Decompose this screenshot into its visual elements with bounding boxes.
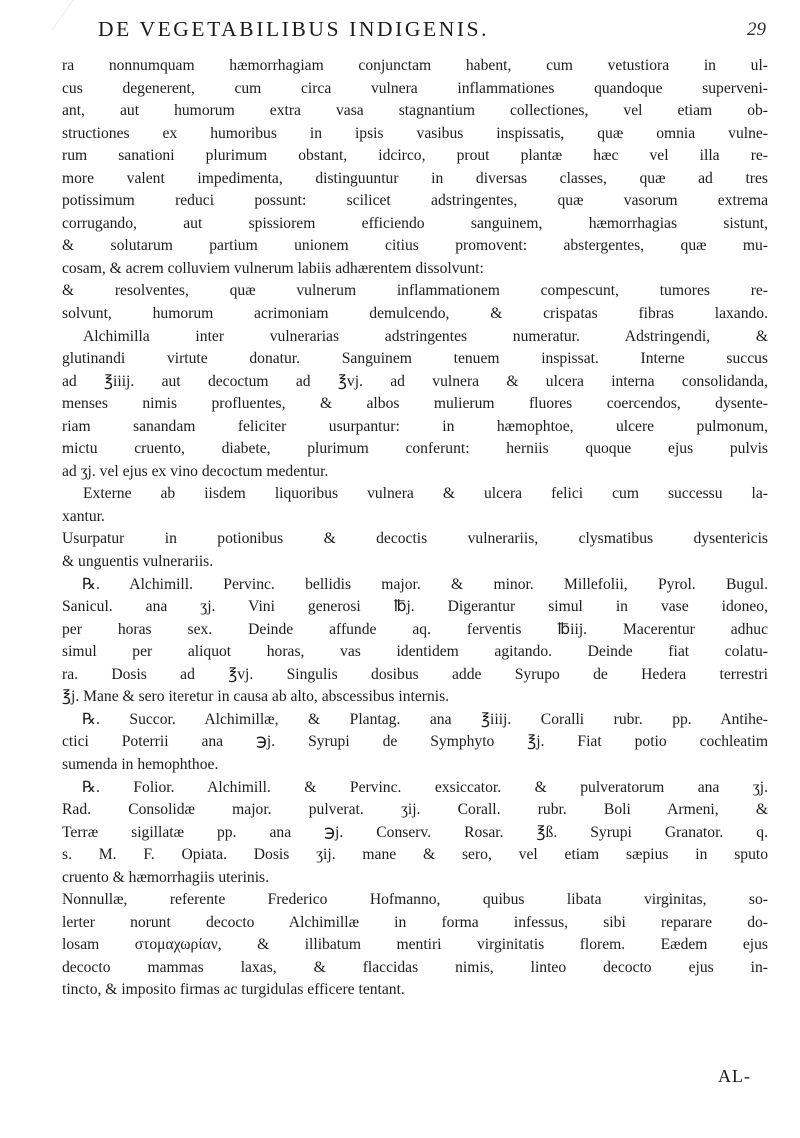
text-line: ad ʒj. vel ejus ex vino decoctum medentur. — [62, 462, 329, 480]
text-line: & solutarum partium unionem citius promovent: abstergentes, quæ mu- — [62, 237, 768, 255]
recipe-line: ra. Dosis ad ℥vj. Singulis dosibus adde Syrupo de Hedera terrestri — [62, 665, 768, 683]
text-line: cosam, & acrem colluviem vulnerum labiis adhærentem dissolvunt: — [62, 259, 484, 277]
text-line: rum sanationi plurimum obstant, idcirco, prout plantæ hæc vel illa re- — [62, 147, 768, 165]
text-line: solvunt, humorum acrimoniam demulcendo, & crispatas fibras laxando. — [62, 305, 768, 323]
recipe-line: ℥j. Mane & sero iteretur in causa ab alto, abscessibus internis. — [62, 688, 450, 706]
text-line: ant, aut humorum extra vasa stagnantium collectiones, vel etiam ob- — [62, 102, 768, 120]
text-line: mictu cruento, diabete, plurimum conferunt: herniis quoque ejus pulvis — [62, 440, 768, 458]
text-line: losam στομαχωρίαν, & illibatum mentiri virginitatis florem. Eædem ejus — [62, 936, 768, 954]
text-line: lerter norunt decocto Alchimillæ in forma infessus, sibi reparare do- — [62, 913, 768, 931]
text-line: menses nimis profluentes, & albos mulierum fluores coercendos, dysente- — [62, 395, 768, 413]
page-number: 29 — [747, 19, 766, 40]
text-line: tincto, & imposito firmas ac turgidulas efficere tentant. — [62, 981, 405, 999]
recipe-line: ℞. Succor. Alchimillæ, & Plantag. ana ℥iiij. Coralli rubr. pp. Antihe- — [82, 710, 768, 728]
text-line: more valent impedimenta, distinguuntur in diversas classes, quæ ad tres — [62, 169, 768, 187]
recipe-line: sumenda in hemophthoe. — [62, 755, 219, 773]
recipe-line: s. M. F. Opiata. Dosis ʒij. mane & sero, vel etiam sæpius in sputo — [62, 846, 768, 864]
running-head — [0, 17, 800, 53]
text-line: ra nonnumquam hæmorrhagiam conjunctam habent, cum vetustiora in ul- — [62, 57, 768, 74]
text-line: decocto mammas laxas, & flaccidas nimis, linteo decocto ejus in- — [62, 958, 768, 976]
text-line: Alchimilla inter vulnerarias adstringentes numeratur. Adstringendi, & — [83, 327, 768, 345]
recipe-line: Terræ sigillatæ pp. ana ℈j. Conserv. Rosar. ℥ß. Syrupi Granator. q. — [62, 823, 768, 841]
body-text — [62, 55, 768, 1002]
recipe-line: ctici Poterrii ana ℈j. Syrupi de Symphyto ℥j. Fiat potio cochleatim — [62, 733, 768, 751]
text-line: corrugando, aut spissiorem efficiendo sanguinem, hæmorrhagias sistunt, — [62, 214, 768, 232]
text-line: Externe ab iisdem liquoribus vulnera & ulcera felici cum successu la- — [83, 485, 768, 503]
text-line: ad ℥iiij. aut decoctum ad ℥vj. ad vulnera & ulcera interna consolidanda, — [62, 372, 768, 390]
recipe-line: per horas sex. Deinde affunde aq. ferventis ℔iij. Macerentur adhuc — [62, 620, 768, 638]
text-line: & unguentis vulnerariis. — [62, 553, 214, 571]
text-line: structiones ex humoribus in ipsis vasibus inspissatis, quæ omnia vulne- — [62, 124, 768, 142]
text-line: xantur. — [62, 507, 105, 525]
text-line: cus degenerent, cum circa vulnera inflammationes quandoque superveni- — [62, 79, 768, 97]
text-line: & resolventes, quæ vulnerum inflammationem compescunt, tumores re- — [62, 282, 768, 300]
text-line: glutinandi virtute donatur. Sanguinem tenuem inspissat. Interne succus — [62, 350, 768, 368]
catchword: AL- — [718, 1066, 751, 1086]
recipe-line: cruento & hæmorrhagiis uterinis. — [62, 868, 270, 886]
recipe-line: Sanicul. ana ʒj. Vini generosi ℔j. Digerantur simul in vase idoneo, — [62, 598, 768, 616]
text-line: riam sanandam feliciter usurpantur: in hæmophtoe, ulcere pulmonum, — [62, 417, 768, 435]
recipe-line: simul per aliquot horas, vas identidem agitando. Deinde fiat colatu- — [62, 643, 768, 661]
recipe-line: ℞. Folior. Alchimill. & Pervinc. exsiccator. & pulveratorum ana ʒj. — [82, 778, 768, 796]
running-head-title: DE VEGETABILIBUS INDIGENIS. — [98, 17, 490, 41]
text-line: Nonnullæ, referente Frederico Hofmanno, quibus libata virginitas, so- — [62, 891, 768, 909]
text-line: Usurpatur in potionibus & decoctis vulnerariis, clysmatibus dysentericis — [62, 530, 768, 548]
text-line: potissimum reduci possunt: scilicet adstringentes, quæ vasorum extrema — [62, 192, 768, 210]
recipe-line: ℞. Alchimill. Pervinc. bellidis major. & minor. Millefolii, Pyrol. Bugul. — [82, 575, 768, 593]
recipe-line: Rad. Consolidæ major. pulverat. ʒij. Corall. rubr. Boli Armeni, & — [62, 801, 768, 819]
